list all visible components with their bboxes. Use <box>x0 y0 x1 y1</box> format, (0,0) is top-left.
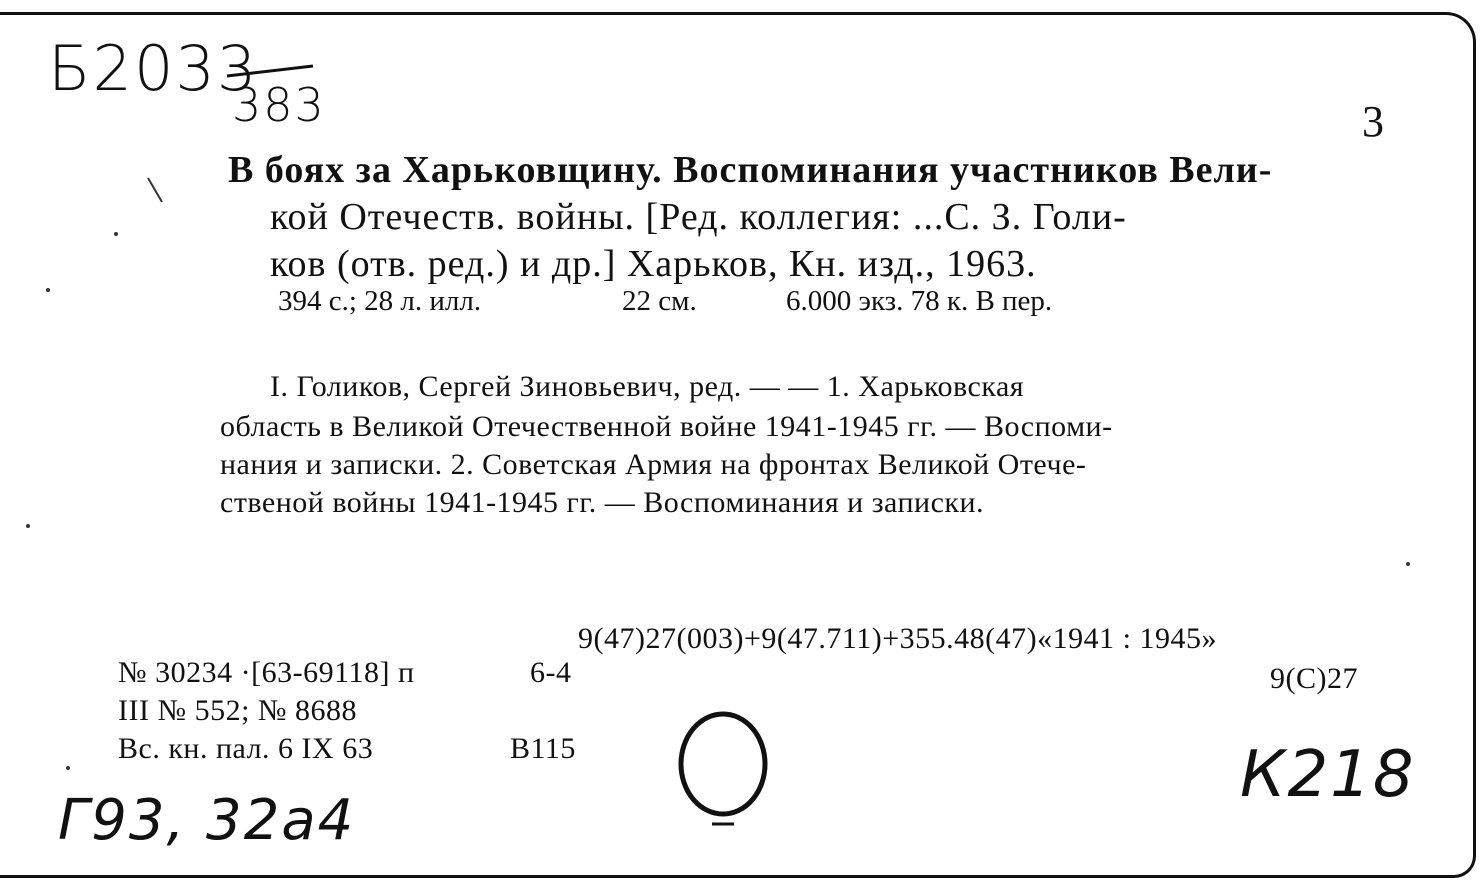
punch-hole-icon <box>676 706 776 832</box>
subjects-line-1: I. Голиков, Сергей Зиновьевич, ред. — — 1. Харьковская <box>270 370 1025 403</box>
scan-speck <box>114 232 118 236</box>
handwritten-bottom-right: К218 <box>1240 738 1416 812</box>
title-line-3: ков (отв. ред.) и др.] Харьков, Кн. изд., 1963. <box>270 243 1037 285</box>
collation-size: 22 см. <box>622 285 697 317</box>
subjects-line-3: нания и записки. 2. Советская Армия на фронтах Великой Отече- <box>220 448 1087 481</box>
registry-line-3: Вс. кн. пал. 6 IX 63 <box>118 732 374 765</box>
collation-print-run: 6.000 экз. 78 к. В пер. <box>786 285 1053 317</box>
handwritten-shelfmark-fraction: 383 <box>232 78 326 132</box>
title-line-1 <box>228 148 1272 192</box>
title-text-1: В боях за Харьковщину. Воспоминания участников Вели- <box>228 149 1273 191</box>
scan-speck <box>1406 562 1410 566</box>
scan-speck <box>26 524 30 528</box>
card-number: 3 <box>1362 97 1384 146</box>
title-line-2: кой Отечеств. войны. [Ред. коллегия: ...С. З. Голи- <box>270 196 1127 238</box>
registry-line-2: III № 552; № 8688 <box>118 694 358 727</box>
subjects-line-2: область в Великой Отечественной войне 1941-1945 гг. — Воспоми- <box>220 410 1113 443</box>
scan-speck <box>66 766 70 770</box>
scan-scratch <box>146 176 166 206</box>
collation-pages: 394 с.; 28 л. илл. <box>278 285 482 317</box>
handwritten-bottom-left: Г93, 32а4 <box>58 788 356 853</box>
scan-speck <box>46 288 50 292</box>
handwritten-shelfmark: Б2033 <box>48 32 259 105</box>
classification-main: 9(47)27(003)+9(47.711)+355.48(47)«1941 : 1945» <box>578 622 1217 655</box>
registry-line-1: № 30234 ·[63-69118] п <box>118 656 415 689</box>
subjects-line-4: ственой войны 1941-1945 гг. — Воспоминания и записки. <box>220 486 985 519</box>
classification-secondary: 9(С)27 <box>1270 662 1358 695</box>
registry-line-1-code: 6-4 <box>530 656 572 689</box>
registry-line-3-code: В115 <box>510 732 576 765</box>
